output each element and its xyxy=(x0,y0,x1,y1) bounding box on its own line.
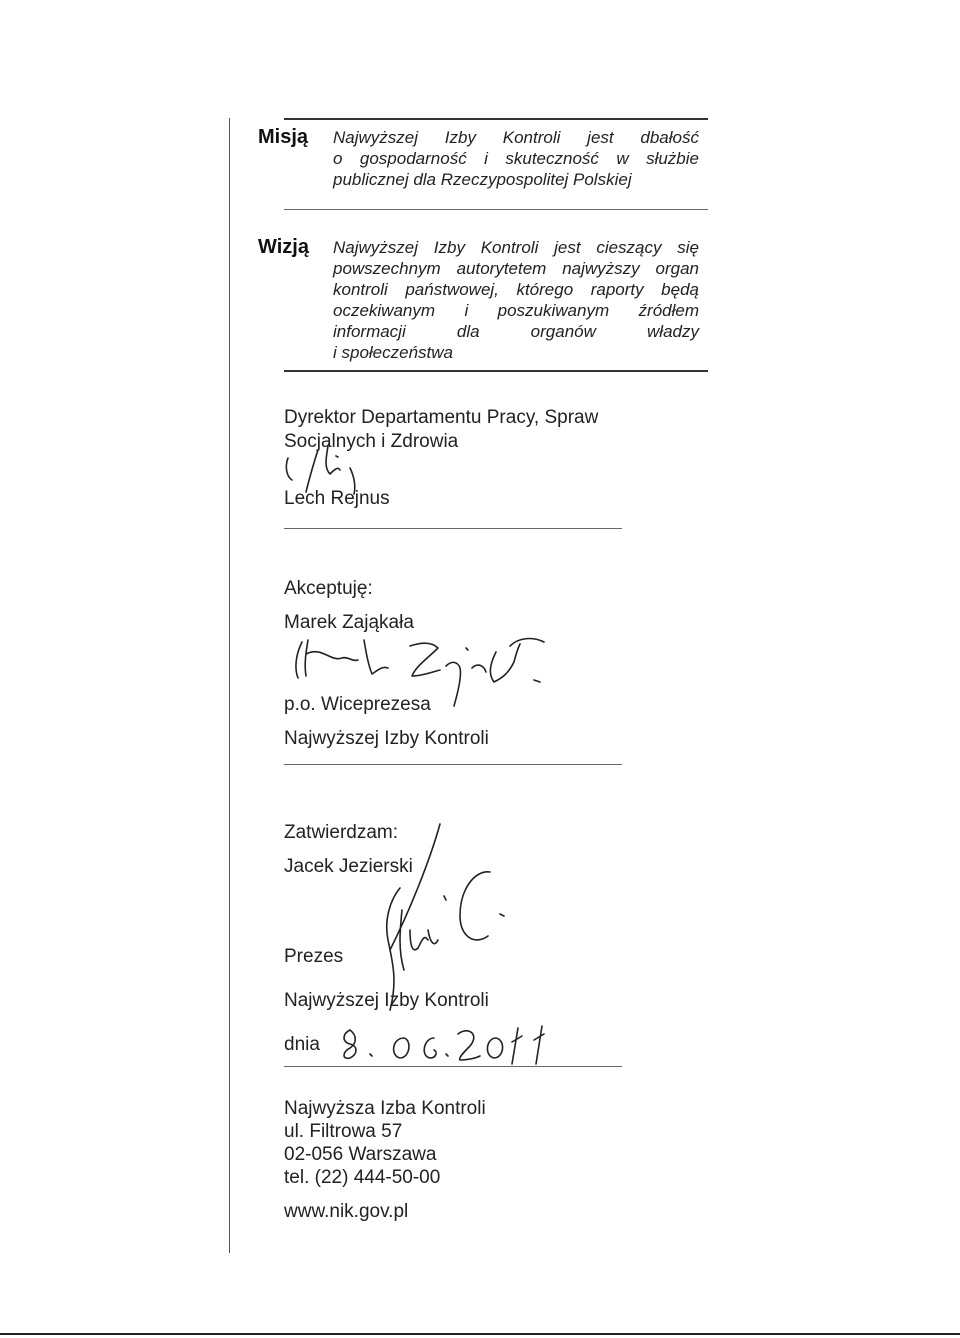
margin-vertical-line xyxy=(229,118,230,1253)
vision-line-2: powszechnym autorytetem najwyższy organ xyxy=(333,259,699,278)
mission-line-1: Najwyższej Izby Kontroli jest dbałość xyxy=(333,128,699,147)
address-city: 02-056 Warszawa xyxy=(284,1144,437,1165)
address-name: Najwyższa Izba Kontroli xyxy=(284,1098,486,1119)
accept-rule xyxy=(284,764,622,765)
vision-line-3: kontroli państwowej, którego raporty będą xyxy=(333,280,699,299)
approve-name: Jacek Jezierski xyxy=(284,856,413,877)
vision-line-6: i społeczeństwa xyxy=(333,343,454,362)
mission-line-3: publicznej dla Rzeczypospolitej Polskiej xyxy=(333,170,632,189)
director-title-line-2: Socjalnych i Zdrowia xyxy=(284,431,459,452)
vision-line-5: informacji dla organów władzy xyxy=(333,322,699,341)
address-phone: tel. (22) 444-50-00 xyxy=(284,1167,441,1188)
accept-institution: Najwyższej Izby Kontroli xyxy=(284,728,489,749)
vision-label: Wizją xyxy=(258,236,309,258)
address-street: ul. Filtrowa 57 xyxy=(284,1121,403,1142)
director-rule xyxy=(284,528,622,529)
approve-institution: Najwyższej Izby Kontroli xyxy=(284,990,489,1011)
mission-line-2: o gospodarność i skuteczność w służbie xyxy=(333,149,699,168)
top-rule xyxy=(284,118,708,120)
accept-label: Akceptuję: xyxy=(284,578,373,599)
mission-label: Misją xyxy=(258,126,309,148)
vision-text xyxy=(333,237,699,363)
approve-date-label: dnia xyxy=(284,1034,320,1055)
mission-text xyxy=(333,127,699,190)
page-bottom-edge xyxy=(0,1333,960,1335)
approve-rule xyxy=(284,1066,622,1067)
address-website: www.nik.gov.pl xyxy=(284,1201,409,1222)
approve-date-handwritten xyxy=(336,1020,566,1070)
director-title-line-1: Dyrektor Departamentu Pracy, Spraw xyxy=(284,407,599,428)
mission-rule xyxy=(284,209,708,210)
approve-label: Zatwierdzam: xyxy=(284,822,399,843)
director-name: Lech Rejnus xyxy=(284,488,390,509)
approve-position: Prezes xyxy=(284,946,344,967)
accept-position: p.o. Wiceprezesa xyxy=(284,694,431,715)
vision-rule xyxy=(284,370,708,372)
vision-line-4: oczekiwanym i poszukiwanym źródłem xyxy=(333,301,699,320)
accept-name: Marek Zająkała xyxy=(284,612,414,633)
vision-line-1: Najwyższej Izby Kontroli jest cieszący się xyxy=(333,238,699,257)
